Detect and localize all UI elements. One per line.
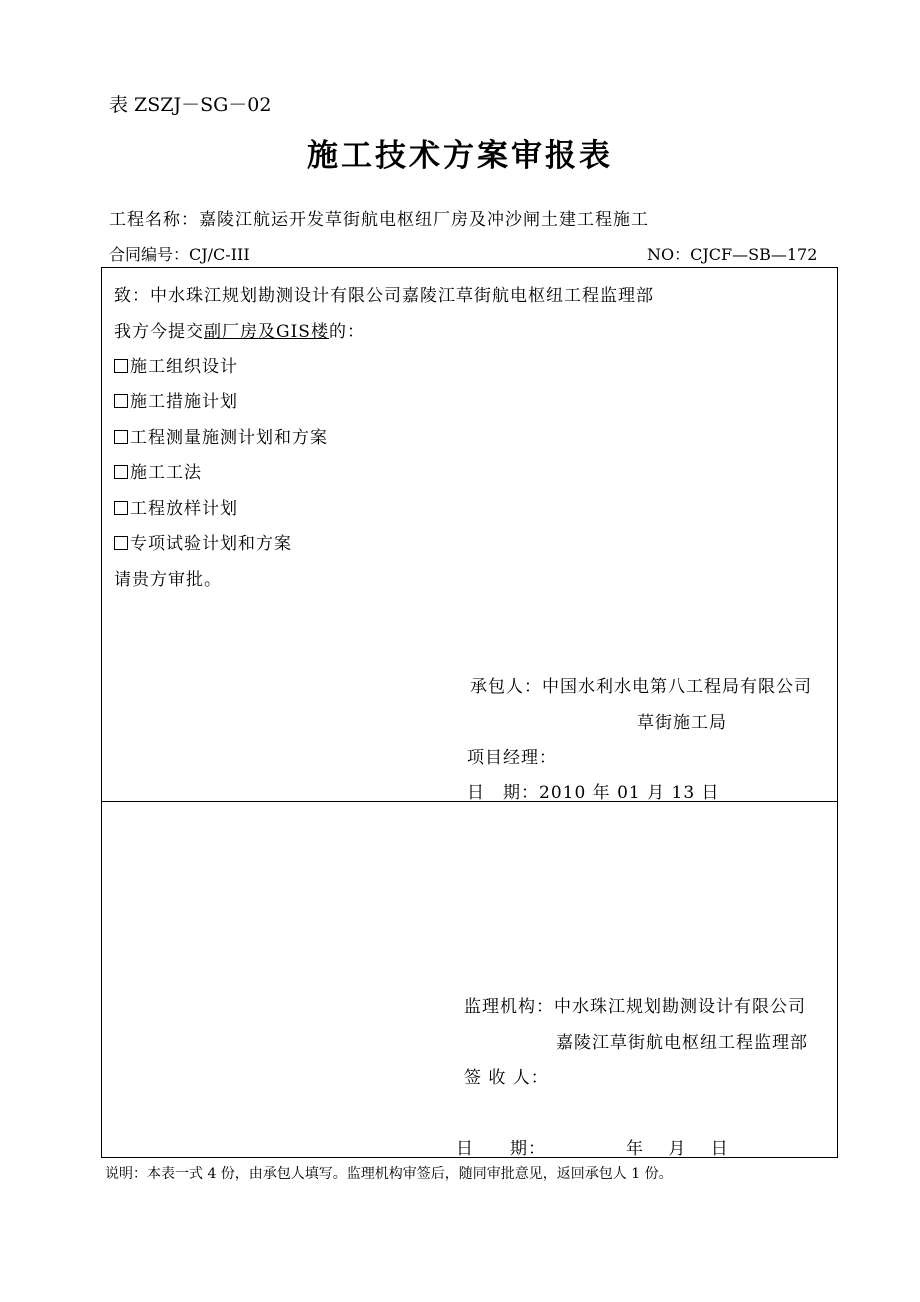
option-test-plan[interactable] <box>114 529 292 554</box>
addressee-line: 致：中水珠江规划勘测设计有限公司嘉陵江草街航电枢纽工程监理部 <box>114 286 654 306</box>
option-construction-method[interactable] <box>114 458 202 483</box>
checkbox-icon[interactable] <box>114 430 128 444</box>
option-construction-design[interactable] <box>114 352 238 377</box>
supervisor-department: 嘉陵江草街航电枢纽工程监理部 <box>556 1033 808 1053</box>
submission-prefix: 我方今提交 <box>114 322 204 342</box>
form-code: 表 ZSZJ－SG－02 <box>109 94 272 116</box>
supervisor-line <box>464 992 806 1017</box>
option-label: 工程测量施测计划和方案 <box>130 428 328 448</box>
supervisor-label: 监理机构： <box>464 997 554 1017</box>
option-label: 工程放样计划 <box>130 499 238 519</box>
receiver-label: 签 收 人： <box>464 1068 549 1088</box>
contract-number: 合同编号：CJ/C-III <box>109 245 250 264</box>
option-layout-plan[interactable] <box>114 494 238 519</box>
submission-date: 2010 年 01 月 13 日 <box>539 783 720 803</box>
option-construction-measures[interactable] <box>114 387 238 412</box>
supervisor-name: 中水珠江规划勘测设计有限公司 <box>554 997 806 1017</box>
contractor-branch: 草街施工局 <box>637 713 727 733</box>
checkbox-icon[interactable] <box>114 359 128 373</box>
option-survey-plan[interactable] <box>114 423 328 448</box>
submission-line <box>114 317 365 342</box>
submission-subject: 副厂房及GIS楼 <box>204 322 329 342</box>
submission-date-line <box>467 778 720 803</box>
receipt-date-line <box>456 1134 729 1159</box>
date-label: 日 期： <box>467 783 539 803</box>
option-label: 施工工法 <box>130 463 202 483</box>
checkbox-icon[interactable] <box>114 501 128 515</box>
option-label: 施工措施计划 <box>130 392 238 412</box>
project-name: 工程名称：嘉陵江航运开发草街航电枢纽厂房及冲沙闸土建工程施工 <box>109 210 649 230</box>
project-manager-label: 项目经理： <box>467 748 557 768</box>
document-number: NO：CJCF—SB—172 <box>647 245 818 264</box>
contractor-line <box>470 672 812 697</box>
option-label: 施工组织设计 <box>130 357 238 377</box>
checkbox-icon[interactable] <box>114 394 128 408</box>
contractor-name: 中国水利水电第八工程局有限公司 <box>542 677 812 697</box>
option-label: 专项试验计划和方案 <box>130 534 292 554</box>
checkbox-icon[interactable] <box>114 465 128 479</box>
date-label: 日 期： <box>456 1139 546 1159</box>
page-title: 施工技术方案审报表 <box>307 138 613 174</box>
footnote: 说明：本表一式 4 份，由承包人填写。监理机构审签后，随同审批意见，返回承包人 1 份。 <box>105 1166 673 1182</box>
receipt-date: 年 月 日 <box>626 1139 729 1159</box>
contractor-label: 承包人： <box>470 677 542 697</box>
approval-request: 请贵方审批。 <box>114 570 222 590</box>
submission-suffix: 的： <box>328 322 365 342</box>
checkbox-icon[interactable] <box>114 536 128 550</box>
